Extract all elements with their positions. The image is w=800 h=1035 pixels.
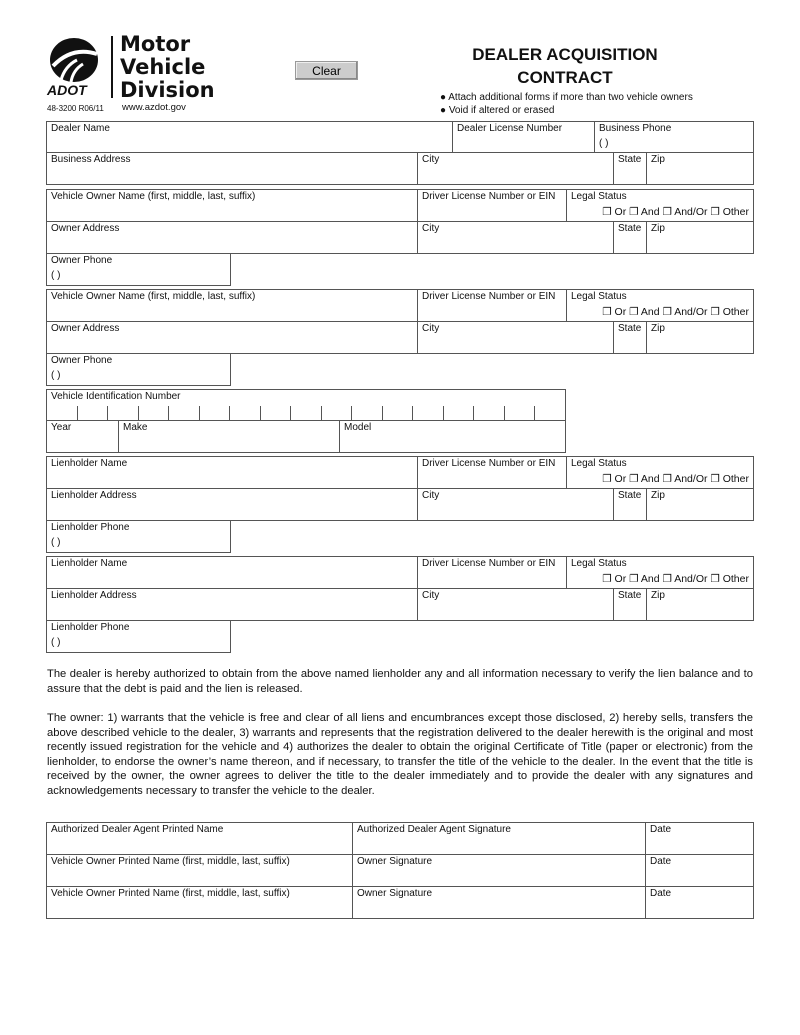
year-field-label: Year bbox=[51, 422, 72, 433]
lienholder1-zip-field[interactable] bbox=[646, 488, 754, 521]
dealer-name-field-label: Dealer Name bbox=[51, 123, 110, 134]
owner2-legal-status-checkboxes[interactable]: ❐ Or ❐ And ❐ And/Or ❐ Other bbox=[602, 306, 749, 318]
year-field[interactable] bbox=[46, 420, 119, 453]
vin-character-divider bbox=[534, 406, 535, 420]
owner1-phone-field-label: Owner Phone bbox=[51, 255, 113, 266]
owner2-dl-ein-field[interactable] bbox=[417, 289, 567, 322]
agent-date-field-label: Date bbox=[650, 824, 672, 835]
owner2-legal-status-field-label: Legal Status bbox=[571, 291, 627, 302]
vin-character-divider bbox=[473, 406, 474, 420]
lienholder1-legal-status-checkboxes[interactable]: ❐ Or ❐ And ❐ And/Or ❐ Other bbox=[602, 473, 749, 485]
owner2-date-field[interactable] bbox=[645, 886, 754, 919]
form-title-line1: DEALER ACQUISITION bbox=[472, 45, 658, 64]
owner1-name-field-label: Vehicle Owner Name (first, middle, last, suffix) bbox=[51, 191, 256, 202]
agent-printed-name-field-label: Authorized Dealer Agent Printed Name bbox=[51, 824, 224, 835]
business-phone-field-label: Business Phone bbox=[599, 123, 672, 134]
owner2-city-field[interactable] bbox=[417, 321, 614, 354]
lienholder2-zip-field-label: Zip bbox=[651, 590, 665, 601]
lienholder1-zip-field-label: Zip bbox=[651, 490, 665, 501]
lienholder2-phone-field[interactable] bbox=[46, 620, 231, 653]
lienholder2-legal-status-field[interactable] bbox=[566, 556, 754, 589]
owner2-printed-name-field-label: Vehicle Owner Printed Name (first, middle, last, suffix) bbox=[51, 888, 290, 899]
owner2-zip-field[interactable] bbox=[646, 321, 754, 354]
vin-character-divider bbox=[229, 406, 230, 420]
owner-warranty-paragraph: The owner: 1) warrants that the vehicle is free and clear of all liens and encumbrances except those disclosed, 2) hereby sells, transfers the above described vehicle to the dealer, 3) warrants and represents that the registration delivered to the dealer herewith is the original and most recently issued registration for the vehicle and 4) authorizes the dealer to obtain the original Certificate of Title (paper or electronic) from the lienholder, to endorse the owner’s name thereon, and if necessary, to transfer the title of the vehicle to the dealer. In the event that the title is received by the owner, the owner agrees to deliver the title to the dealer immediately and to provide the dealer with any signatures and acknowledgements necessary to transfer the vehicle to the dealer. bbox=[47, 712, 753, 797]
lienholder2-legal-status-checkboxes[interactable]: ❐ Or ❐ And ❐ And/Or ❐ Other bbox=[602, 573, 749, 585]
business-address-field[interactable] bbox=[46, 152, 418, 185]
lienholder1-address-field[interactable] bbox=[46, 488, 418, 521]
owner1-city-field[interactable] bbox=[417, 221, 614, 254]
note-attach: ● Attach additional forms if more than two vehicle owners bbox=[440, 92, 693, 103]
lienholder1-city-field[interactable] bbox=[417, 488, 614, 521]
owner2-legal-status-field[interactable] bbox=[566, 289, 754, 322]
lienholder2-city-field[interactable] bbox=[417, 588, 614, 621]
phone-area-code: ( ) bbox=[599, 138, 609, 149]
business-zip-field[interactable] bbox=[646, 152, 754, 185]
vin-character-divider bbox=[168, 406, 169, 420]
vin-field[interactable] bbox=[46, 389, 566, 421]
owner2-dl-ein-field-label: Driver License Number or EIN bbox=[422, 291, 556, 302]
owner2-name-field-label: Vehicle Owner Name (first, middle, last, suffix) bbox=[51, 291, 256, 302]
agent-printed-name-field[interactable] bbox=[46, 822, 353, 855]
vin-character-divider bbox=[260, 406, 261, 420]
website: www.azdot.gov bbox=[122, 102, 186, 113]
vin-character-divider bbox=[504, 406, 505, 420]
owner1-legal-status-field[interactable] bbox=[566, 189, 754, 222]
lienholder1-phone-field[interactable] bbox=[46, 520, 231, 553]
business-city-field-label: City bbox=[422, 154, 440, 165]
owner2-state-field[interactable] bbox=[613, 321, 647, 354]
owner1-printed-name-field-label: Vehicle Owner Printed Name (first, middle, last, suffix) bbox=[51, 856, 290, 867]
lienholder2-name-field[interactable] bbox=[46, 556, 418, 589]
owner2-address-field-label: Owner Address bbox=[51, 323, 120, 334]
owner1-dl-ein-field[interactable] bbox=[417, 189, 567, 222]
lienholder2-address-field-label: Lienholder Address bbox=[51, 590, 137, 601]
lienholder-authorization-paragraph: The dealer is hereby authorized to obtain from the above named lienholder any and all information necessary to verify the lien balance and to assure that the debt is paid and the lien is released. bbox=[47, 668, 753, 695]
dealer-license-field-label: Dealer License Number bbox=[457, 123, 563, 134]
owner1-signature-field-label: Owner Signature bbox=[357, 856, 433, 867]
clear-button[interactable]: Clear bbox=[295, 61, 358, 80]
lienholder2-address-field[interactable] bbox=[46, 588, 418, 621]
owner1-address-field-label: Owner Address bbox=[51, 223, 120, 234]
owner2-zip-field-label: Zip bbox=[651, 323, 665, 334]
lienholder2-zip-field[interactable] bbox=[646, 588, 754, 621]
lienholder1-name-field[interactable] bbox=[46, 456, 418, 489]
business-phone-field[interactable] bbox=[594, 121, 754, 153]
agent-signature-field[interactable] bbox=[352, 822, 646, 855]
owner1-zip-field-label: Zip bbox=[651, 223, 665, 234]
lienholder2-dl-ein-field[interactable] bbox=[417, 556, 567, 589]
vin-character-divider bbox=[290, 406, 291, 420]
phone-area-code: ( ) bbox=[51, 370, 61, 381]
lienholder2-legal-status-field-label: Legal Status bbox=[571, 558, 627, 569]
dealer-license-field[interactable] bbox=[452, 121, 595, 153]
lienholder1-dl-ein-field[interactable] bbox=[417, 456, 567, 489]
phone-area-code: ( ) bbox=[51, 270, 61, 281]
vin-character-divider bbox=[443, 406, 444, 420]
owner2-phone-field-label: Owner Phone bbox=[51, 355, 113, 366]
form-title-line2: CONTRACT bbox=[517, 68, 613, 87]
lienholder1-city-field-label: City bbox=[422, 490, 440, 501]
owner1-phone-field[interactable] bbox=[46, 253, 231, 286]
owner1-name-field[interactable] bbox=[46, 189, 418, 222]
owner2-state-field-label: State bbox=[618, 323, 642, 334]
vin-character-divider bbox=[382, 406, 383, 420]
lienholder1-legal-status-field[interactable] bbox=[566, 456, 754, 489]
vin-field-label: Vehicle Identification Number bbox=[51, 391, 181, 402]
lienholder2-state-field-label: State bbox=[618, 590, 642, 601]
agent-signature-field-label: Authorized Dealer Agent Signature bbox=[357, 824, 511, 835]
owner2-date-field-label: Date bbox=[650, 888, 672, 899]
business-zip-field-label: Zip bbox=[651, 154, 665, 165]
logo-divider bbox=[111, 36, 113, 98]
lienholder1-legal-status-field-label: Legal Status bbox=[571, 458, 627, 469]
logo-word-vehicle: Vehicle bbox=[120, 55, 206, 79]
adot-logo-icon bbox=[47, 36, 103, 86]
phone-area-code: ( ) bbox=[51, 637, 61, 648]
form-number: 48-3200 R06/11 bbox=[47, 104, 104, 113]
lienholder2-phone-field-label: Lienholder Phone bbox=[51, 622, 130, 633]
lienholder1-state-field[interactable] bbox=[613, 488, 647, 521]
lienholder1-name-field-label: Lienholder Name bbox=[51, 458, 128, 469]
owner1-legal-status-field-label: Legal Status bbox=[571, 191, 627, 202]
owner1-zip-field[interactable] bbox=[646, 221, 754, 254]
owner1-signature-field[interactable] bbox=[352, 854, 646, 887]
vin-character-divider bbox=[107, 406, 108, 420]
owner1-address-field[interactable] bbox=[46, 221, 418, 254]
vin-character-divider bbox=[138, 406, 139, 420]
vin-character-divider bbox=[199, 406, 200, 420]
lienholder1-phone-field-label: Lienholder Phone bbox=[51, 522, 130, 533]
owner2-phone-field[interactable] bbox=[46, 353, 231, 386]
owner1-date-field-label: Date bbox=[650, 856, 672, 867]
owner2-address-field[interactable] bbox=[46, 321, 418, 354]
lienholder2-name-field-label: Lienholder Name bbox=[51, 558, 128, 569]
logo-word-division: Division bbox=[120, 78, 215, 102]
owner1-legal-status-checkboxes[interactable]: ❐ Or ❐ And ❐ And/Or ❐ Other bbox=[602, 206, 749, 218]
make-field[interactable] bbox=[118, 420, 340, 453]
note-void: ● Void if altered or erased bbox=[440, 105, 555, 116]
lienholder1-address-field-label: Lienholder Address bbox=[51, 490, 137, 501]
lienholder2-dl-ein-field-label: Driver License Number or EIN bbox=[422, 558, 556, 569]
business-state-field[interactable] bbox=[613, 152, 647, 185]
lienholder2-city-field-label: City bbox=[422, 590, 440, 601]
owner1-date-field[interactable] bbox=[645, 854, 754, 887]
owner1-dl-ein-field-label: Driver License Number or EIN bbox=[422, 191, 556, 202]
vin-character-divider bbox=[77, 406, 78, 420]
vin-character-divider bbox=[412, 406, 413, 420]
owner1-city-field-label: City bbox=[422, 223, 440, 234]
dealer-name-field[interactable] bbox=[46, 121, 453, 153]
owner2-signature-field-label: Owner Signature bbox=[357, 888, 433, 899]
business-city-field[interactable] bbox=[417, 152, 614, 185]
owner1-state-field-label: State bbox=[618, 223, 642, 234]
owner1-printed-name-field[interactable] bbox=[46, 854, 353, 887]
lienholder1-state-field-label: State bbox=[618, 490, 642, 501]
owner2-printed-name-field[interactable] bbox=[46, 886, 353, 919]
model-field[interactable] bbox=[339, 420, 566, 453]
business-state-field-label: State bbox=[618, 154, 642, 165]
make-field-label: Make bbox=[123, 422, 148, 433]
vin-character-divider bbox=[321, 406, 322, 420]
adot-logo-text: ADOT bbox=[47, 82, 87, 98]
owner2-signature-field[interactable] bbox=[352, 886, 646, 919]
lienholder1-dl-ein-field-label: Driver License Number or EIN bbox=[422, 458, 556, 469]
vin-character-divider bbox=[351, 406, 352, 420]
model-field-label: Model bbox=[344, 422, 372, 433]
owner2-city-field-label: City bbox=[422, 323, 440, 334]
business-address-field-label: Business Address bbox=[51, 154, 131, 165]
owner1-state-field[interactable] bbox=[613, 221, 647, 254]
phone-area-code: ( ) bbox=[51, 537, 61, 548]
agent-date-field[interactable] bbox=[645, 822, 754, 855]
lienholder2-state-field[interactable] bbox=[613, 588, 647, 621]
logo-word-motor: Motor bbox=[120, 32, 191, 56]
owner2-name-field[interactable] bbox=[46, 289, 418, 322]
